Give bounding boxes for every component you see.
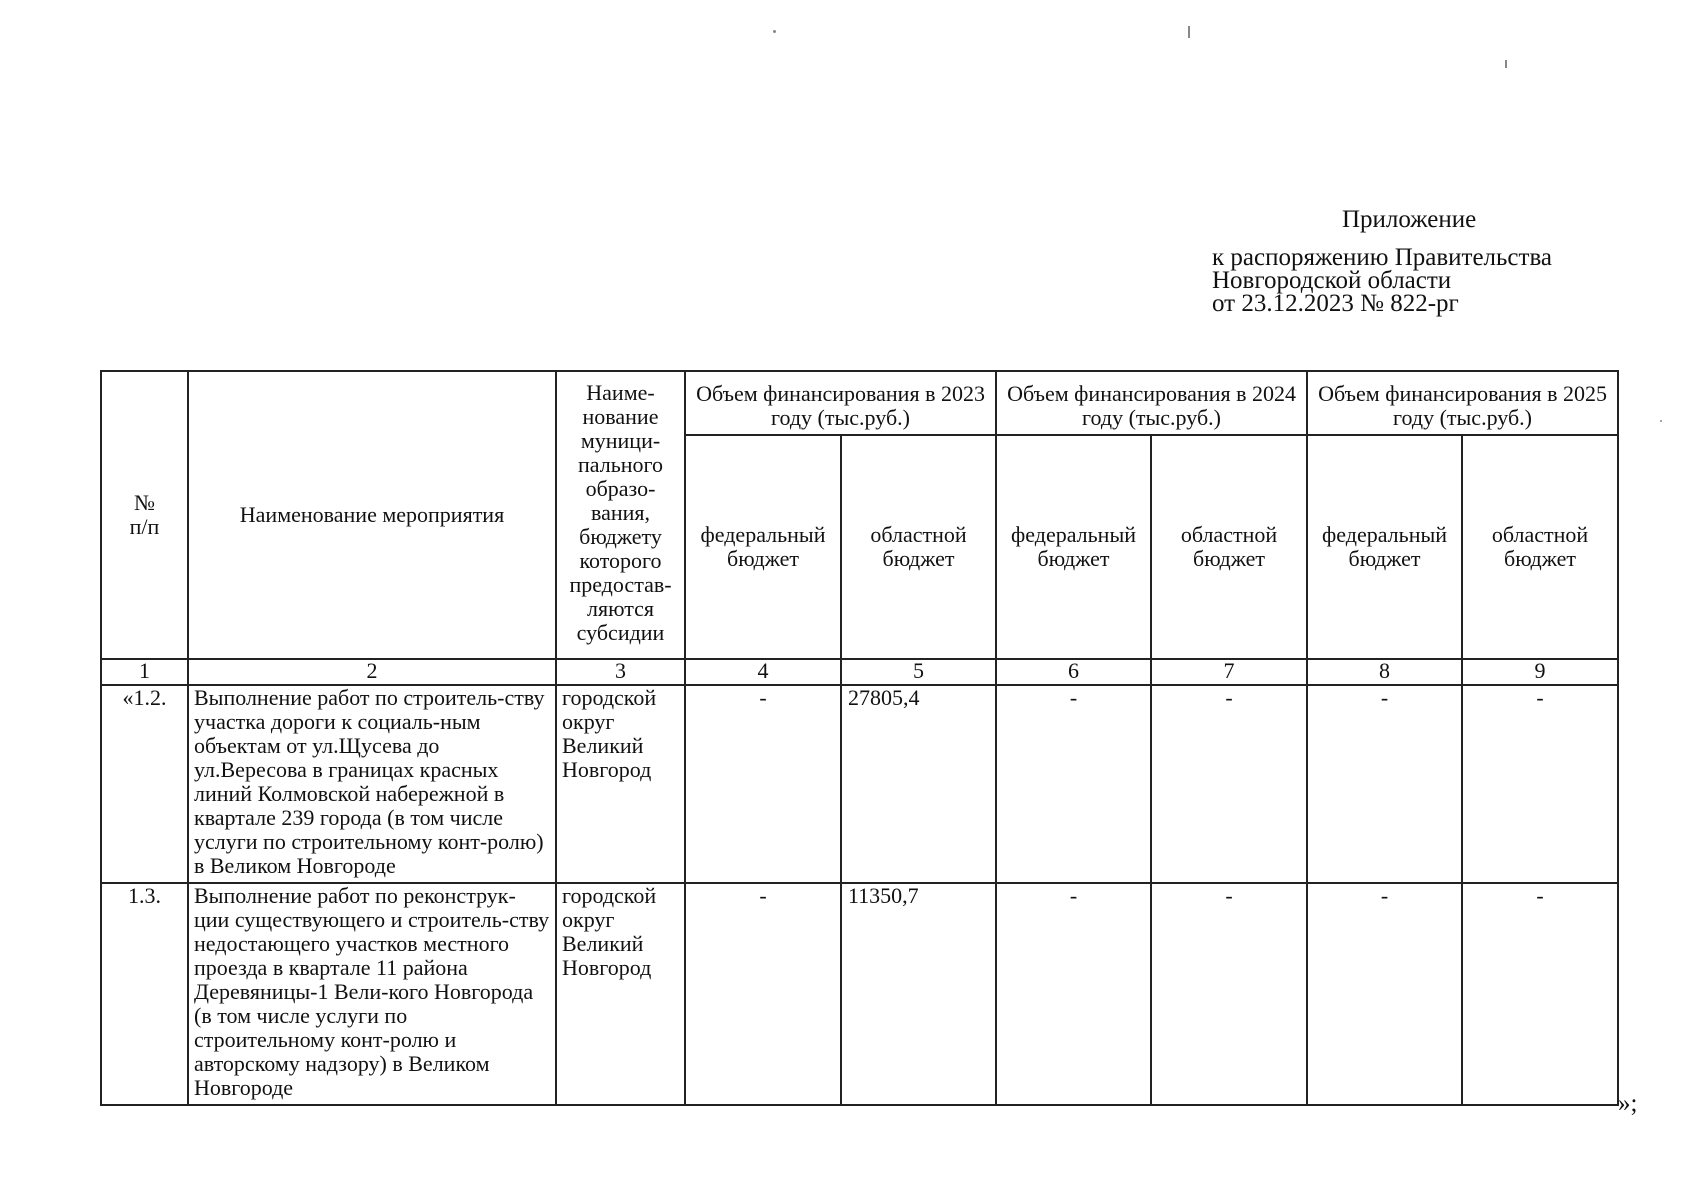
scan-speck (1505, 60, 1507, 68)
scan-speck (1188, 26, 1190, 38)
header-year-2023: Объем финансирования в 2023 году (тыс.руб.) (685, 371, 996, 435)
col-index-4: 4 (685, 659, 841, 685)
row-2025-federal: - (1307, 685, 1462, 883)
header-2023-federal: федеральный бюджет (685, 435, 841, 659)
col-index-8: 8 (1307, 659, 1462, 685)
closing-quote-mark: »; (1618, 1090, 1638, 1117)
column-index-row (101, 659, 1618, 685)
header-2025-federal: федеральный бюджет (1307, 435, 1462, 659)
row-2024-regional: - (1151, 685, 1307, 883)
row-2024-federal: - (996, 685, 1151, 883)
table-row (101, 883, 1618, 1105)
col-index-1: 1 (101, 659, 188, 685)
col-index-9: 9 (1462, 659, 1618, 685)
header-name: Наименование мероприятия (188, 371, 556, 659)
row-number: 1.3. (101, 883, 188, 1105)
header-year-2025: Объем финансирования в 2025 году (тыс.руб.) (1307, 371, 1618, 435)
header-num-label: № п/п (129, 490, 160, 539)
header-num (101, 371, 188, 659)
col-index-2: 2 (188, 659, 556, 685)
row-2023-regional: 27805,4 (841, 685, 996, 883)
row-2025-regional: - (1462, 685, 1618, 883)
row-number: «1.2. (101, 685, 188, 883)
header-2025-regional: областной бюджет (1462, 435, 1618, 659)
header-2023-regional: областной бюджет (841, 435, 996, 659)
col-index-7: 7 (1151, 659, 1307, 685)
header-2024-federal: федеральный бюджет (996, 435, 1151, 659)
header-municipality: Наиме-нование муници-пального образо-вания, бюджету которого предостав-ляются субсидии (556, 371, 685, 659)
row-2024-regional: - (1151, 883, 1307, 1105)
row-event-name: Выполнение работ по строитель-ству участка дороги к социаль-ным объектам от ул.Щусева до ул.Вересова в границах красных линий Колмовской набережной в квартале 239 города (в том числе услуги по строительному конт-ролю) в Великом Новгороде (188, 685, 556, 883)
row-2025-regional: - (1462, 883, 1618, 1105)
row-2025-federal: - (1307, 883, 1462, 1105)
col-index-5: 5 (841, 659, 996, 685)
col-index-3: 3 (556, 659, 685, 685)
row-2024-federal: - (996, 883, 1151, 1105)
appendix-title: Приложение (1342, 206, 1477, 233)
row-2023-federal: - (685, 685, 841, 883)
appendix-line-3: от 23.12.2023 № 822-рг (1212, 290, 1459, 317)
financing-table (100, 370, 1619, 1106)
table-row (101, 685, 1618, 883)
row-event-name: Выполнение работ по реконструк-ции существующего и строитель-ству недостающего участков местного проезда в квартале 11 района Деревяницы-1 Вели-кого Новгорода (в том числе услуги по строительному конт-ролю и авторскому надзору) в Великом Новгороде (188, 883, 556, 1105)
row-municipality: городской округ Великий Новгород (556, 883, 685, 1105)
col-index-6: 6 (996, 659, 1151, 685)
header-row-1 (101, 371, 1618, 435)
row-municipality: городской округ Великий Новгород (556, 685, 685, 883)
header-year-2024: Объем финансирования в 2024 году (тыс.руб.) (996, 371, 1307, 435)
row-2023-federal: - (685, 883, 841, 1105)
appendix-line-2: Новгородской области (1212, 267, 1452, 294)
header-2024-regional: областной бюджет (1151, 435, 1307, 659)
scan-speck (1660, 420, 1662, 422)
scan-speck (773, 30, 776, 33)
appendix-line-1: к распоряжению Правительства (1212, 244, 1553, 271)
row-2023-regional: 11350,7 (841, 883, 996, 1105)
